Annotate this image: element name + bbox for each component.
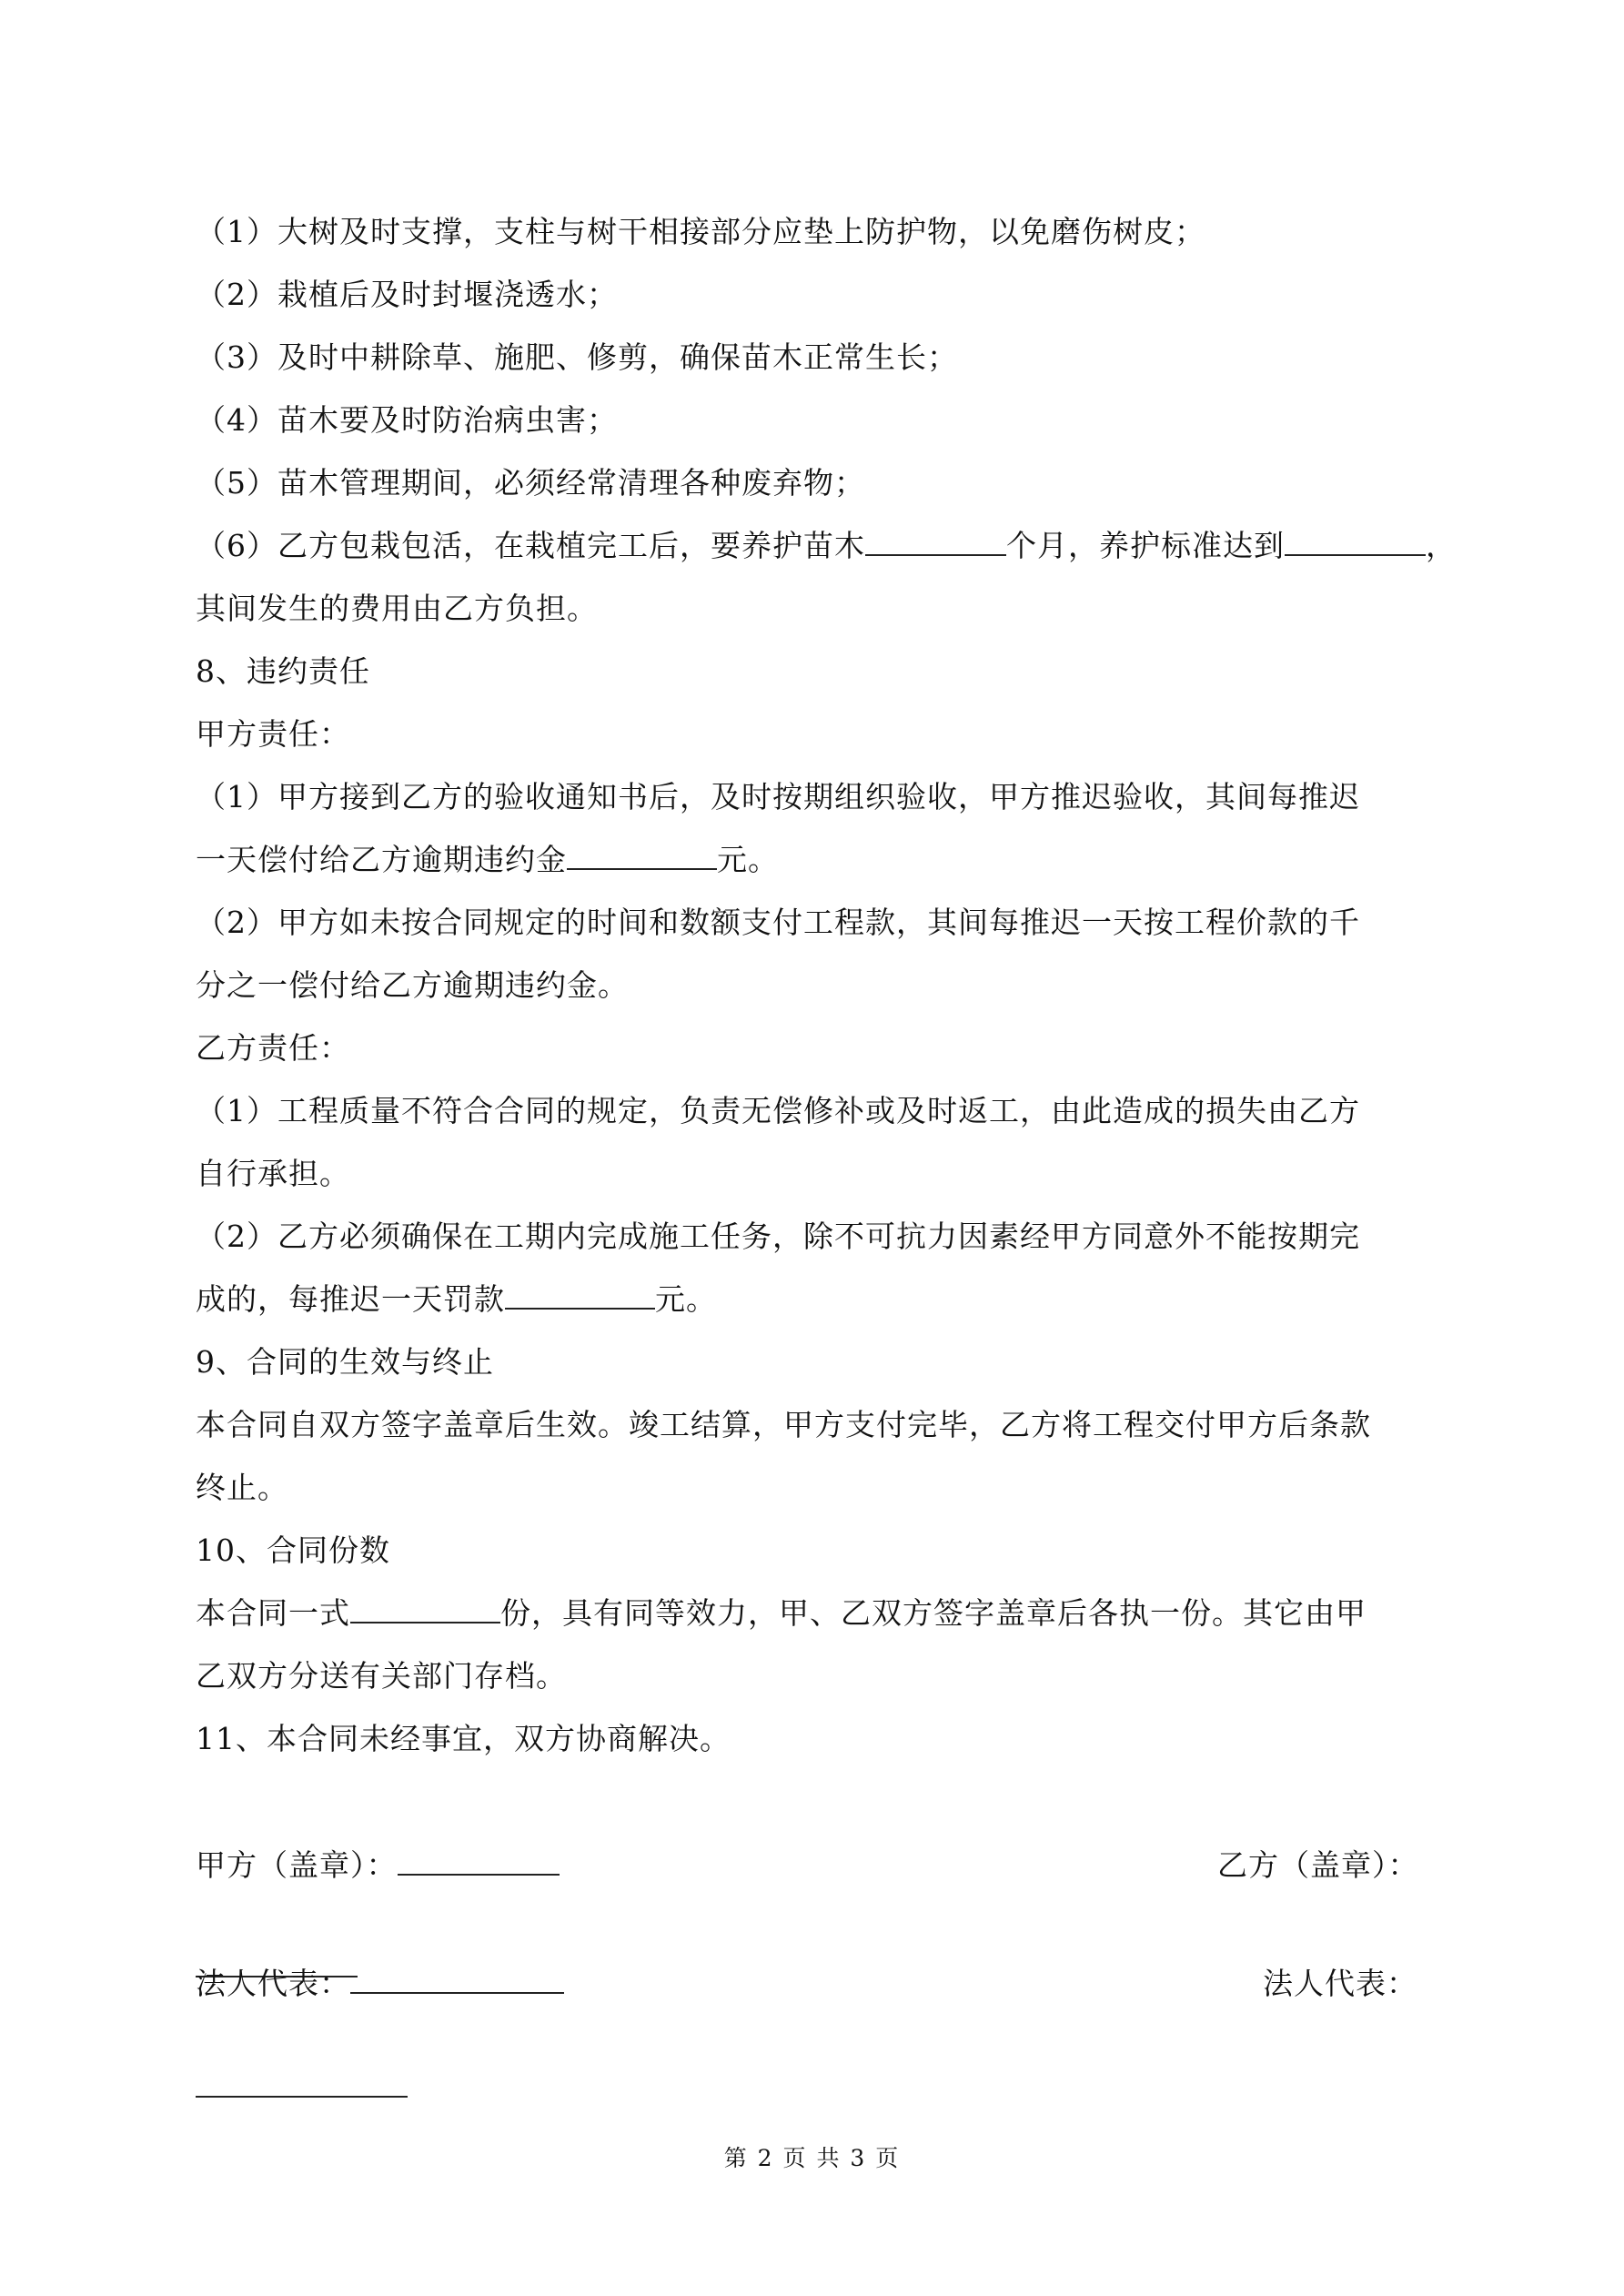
party-a-seal-blank[interactable] (398, 1845, 560, 1876)
party-a-liability-2-cont: 分之一偿付给乙方逾期违约金。 (196, 967, 629, 1003)
fine-unit: 元。 (655, 1281, 717, 1317)
item-6-text-b: 个月，养护标准达到 (1006, 528, 1285, 563)
section-8-heading: 8、违约责任 (196, 653, 370, 689)
clause-7-item-6 (196, 523, 1457, 569)
party-a-liability-1-cont (196, 837, 1442, 883)
section-11: 11、本合同未经事宜，双方协商解决。 (196, 1721, 731, 1756)
party-a-liability-2: （2）甲方如未按合同规定的时间和数额支付工程款，其间每推迟一天按工程价款的千 (196, 905, 1360, 940)
clause-7-item-1: （1）大树及时支撑，支柱与树干相接部分应垫上防护物，以免磨伤树皮； (196, 214, 1205, 249)
penalty-text: 一天偿付给乙方逾期违约金 (196, 842, 567, 877)
section-9-heading: 9、合同的生效与终止 (196, 1344, 494, 1380)
maintenance-months-blank[interactable] (865, 525, 1006, 556)
party-a-rep-label: 法人代表： (196, 1966, 350, 2001)
party-b-liability-heading: 乙方责任： (196, 1030, 350, 1066)
clause-7-item-3: （3）及时中耕除草、施肥、修剪，确保苗木正常生长； (196, 339, 958, 375)
party-b-liability-2: （2）乙方必须确保在工期内完成施工任务，除不可抗力因素经甲方同意外不能按期完 (196, 1219, 1360, 1254)
party-b-seal-label: 乙方（盖章）： (1217, 1847, 1419, 1883)
party-a-rep-row (196, 1961, 564, 2007)
section-9-body-cont: 终止。 (196, 1470, 288, 1505)
fine-text: 成的，每推迟一天罚款 (196, 1281, 505, 1317)
clause-7-item-4: （4）苗木要及时防治病虫害； (196, 402, 618, 438)
page-number: 第 2 页 共 3 页 (723, 2145, 901, 2171)
section-9-body: 本合同自双方签字盖章后生效。竣工结算，甲方支付完毕，乙方将工程交付甲方后条款 (196, 1407, 1371, 1442)
late-penalty-amount-blank[interactable] (567, 839, 717, 870)
party-b-rep-label: 法人代表： (1263, 1966, 1417, 2001)
maintenance-standard-blank[interactable] (1285, 525, 1426, 556)
copies-text: 本合同一式 (196, 1595, 350, 1631)
party-b-rep-blank[interactable] (196, 2094, 408, 2098)
item-6-text-a: （6）乙方包栽包活，在栽植完工后，要养护苗木 (196, 528, 865, 563)
section-10-heading: 10、合同份数 (196, 1532, 390, 1568)
clause-7-item-2: （2）栽植后及时封堰浇透水； (196, 277, 618, 312)
copies-text-cont: 份，具有同等效力，甲、乙双方签字盖章后各执一份。其它由甲 (500, 1595, 1367, 1631)
party-a-seal-row (196, 1843, 560, 1888)
party-a-liability-1: （1）甲方接到乙方的验收通知书后，及时按期组织验收，甲方推迟验收，其间每推迟 (196, 779, 1360, 814)
section-10-body (196, 1591, 1442, 1636)
party-a-rep-blank[interactable] (350, 1963, 564, 1994)
section-10-body-cont: 乙双方分送有关部门存档。 (196, 1658, 567, 1694)
clause-7-item-6-cont: 其间发生的费用由乙方负担。 (196, 591, 598, 626)
copies-count-blank[interactable] (350, 1593, 500, 1623)
daily-fine-amount-blank[interactable] (505, 1279, 655, 1310)
party-b-liability-1: （1）工程质量不符合合同的规定，负责无偿修补或及时返工，由此造成的损失由乙方 (196, 1093, 1360, 1128)
party-a-liability-heading: 甲方责任： (196, 716, 350, 752)
penalty-unit: 元。 (717, 842, 779, 877)
party-a-seal-label: 甲方（盖章）： (196, 1847, 398, 1883)
clause-7-item-5: （5）苗木管理期间，必须经常清理各种废弃物； (196, 465, 865, 501)
party-b-liability-2-cont (196, 1277, 1442, 1322)
item-6-text-c: ， (1426, 528, 1457, 563)
party-b-liability-1-cont: 自行承担。 (196, 1156, 350, 1191)
